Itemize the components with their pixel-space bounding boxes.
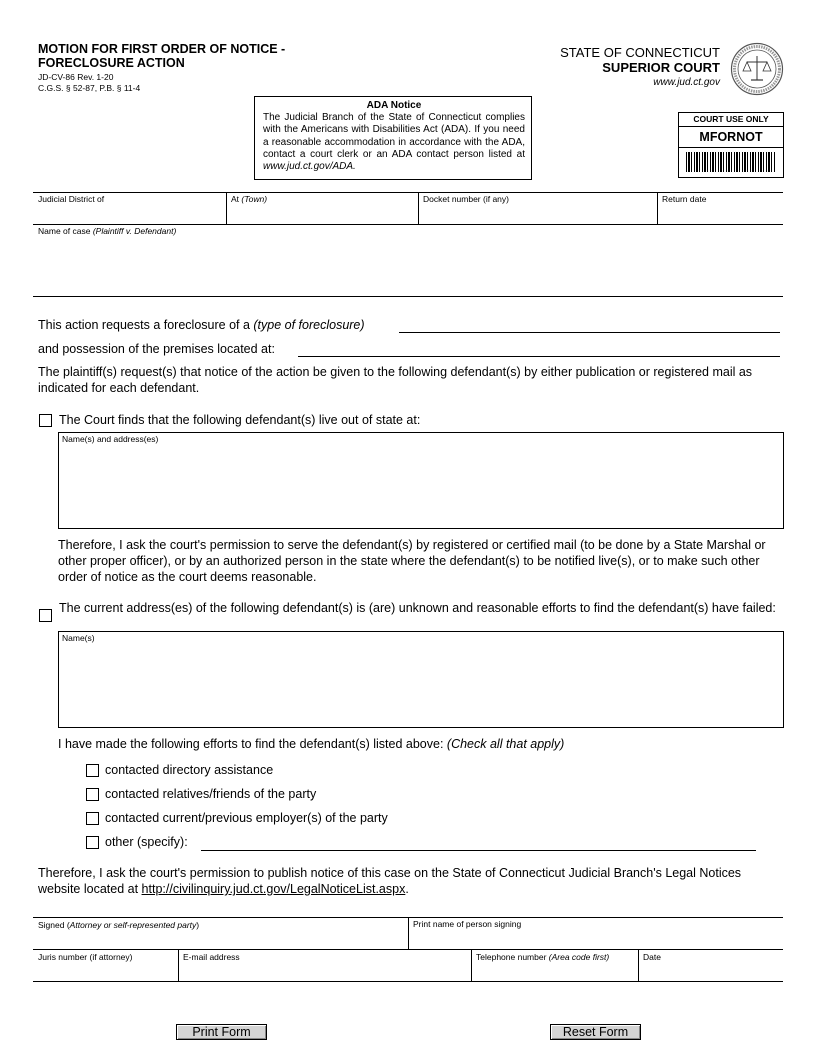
request-text: The plaintiff(s) request(s) that notice of the action be given to the following defendant(s) by either publication or registered mail as indicated for each defendant.: [38, 365, 753, 395]
names-box[interactable]: [58, 631, 784, 728]
other-specify-input[interactable]: [201, 836, 756, 851]
print-form-button[interactable]: Print Form: [176, 1024, 267, 1040]
out-of-state-checkbox[interactable]: [39, 414, 52, 427]
therefore-mail-text: Therefore, I ask the court's permission to serve the defendant(s) by registered or certified mail (to be done by a State Marshal or other proper officer), or by an authorized person in the state where the defendant(s) to be notified live(s), or to make such other order of notice as the court deems reasonable.: [58, 538, 766, 584]
premises-label: and possession of the premises located at:: [38, 342, 275, 356]
court-heading: STATE OF CONNECTICUT SUPERIOR COURT www.jud.ct.gov: [560, 45, 720, 88]
names-label: Name(s): [62, 633, 95, 643]
print-name-field[interactable]: Print name of person signing: [413, 919, 522, 929]
names-addresses-box[interactable]: [58, 432, 784, 529]
premises-input[interactable]: [298, 342, 780, 357]
other-checkbox[interactable]: [86, 836, 99, 849]
email-field[interactable]: E-mail address: [183, 952, 240, 962]
employer-checkbox[interactable]: [86, 812, 99, 825]
effort-label: contacted relatives/friends of the party: [105, 787, 317, 801]
state-seal-icon: [730, 42, 784, 96]
town-field[interactable]: At (Town): [231, 194, 268, 204]
out-of-state-label: The Court finds that the following defendant(s) live out of state at:: [59, 413, 421, 427]
effort-label: contacted current/previous employer(s) of the party: [105, 811, 388, 825]
directory-assistance-checkbox[interactable]: [86, 764, 99, 777]
effort-label: other (specify):: [105, 835, 188, 849]
signed-field[interactable]: Signed (Attorney or self-represented party): [38, 920, 200, 930]
efforts-label: I have made the following efforts to find the defendant(s) listed above: (Check all that apply): [58, 737, 565, 751]
return-date-field[interactable]: Return date: [662, 194, 707, 204]
reset-form-button[interactable]: Reset Form: [550, 1024, 641, 1040]
name-of-case-field[interactable]: Name of case (Plaintiff v. Defendant): [38, 226, 177, 236]
unknown-address-label: The current address(es) of the following defendant(s) is (are) unknown and reasonable efforts to find the defendant(s) have failed:: [59, 601, 776, 615]
ada-notice: ADA Notice The Judicial Branch of the State of Connecticut complies with the Americans with Disabilities Act (ADA). If you need a reasonable accommodation in accordance with the ADA, contact a court clerk or an ADA contact person listed at www.jud.ct.gov/ADA.: [254, 96, 532, 180]
therefore-publish-text: Therefore, I ask the court's permission to publish notice of this case on the State of Connecticut Judicial Branch's Legal Notices website located at http://civilinquiry.jud.ct.gov/LegalNoticeList.aspx.: [38, 866, 742, 896]
legal-notices-link[interactable]: http://civilinquiry.jud.ct.gov/LegalNoticeList.aspx: [141, 882, 406, 896]
names-addresses-label: Name(s) and address(es): [62, 434, 159, 444]
court-use-box: COURT USE ONLY MFORNOT: [678, 112, 784, 178]
effort-label: contacted directory assistance: [105, 763, 274, 777]
foreclosure-type-input[interactable]: [399, 318, 780, 333]
barcode: [686, 152, 776, 172]
date-field[interactable]: Date: [643, 952, 661, 962]
judicial-district-field[interactable]: Judicial District of: [38, 194, 105, 204]
relatives-friends-checkbox[interactable]: [86, 788, 99, 801]
unknown-address-checkbox[interactable]: [39, 609, 52, 622]
form-title: MOTION FOR FIRST ORDER OF NOTICE - FORECLOSURE ACTION: [38, 42, 286, 70]
juris-number-field[interactable]: Juris number (if attorney): [38, 952, 133, 962]
telephone-field[interactable]: Telephone number (Area code first): [476, 952, 610, 962]
foreclosure-type-label: This action requests a foreclosure of a (type of foreclosure): [38, 318, 365, 332]
form-id: JD-CV-86 Rev. 1-20 C.G.S. § 52-87, P.B. § 11-4: [38, 72, 141, 93]
docket-number-field[interactable]: Docket number (if any): [423, 194, 509, 204]
